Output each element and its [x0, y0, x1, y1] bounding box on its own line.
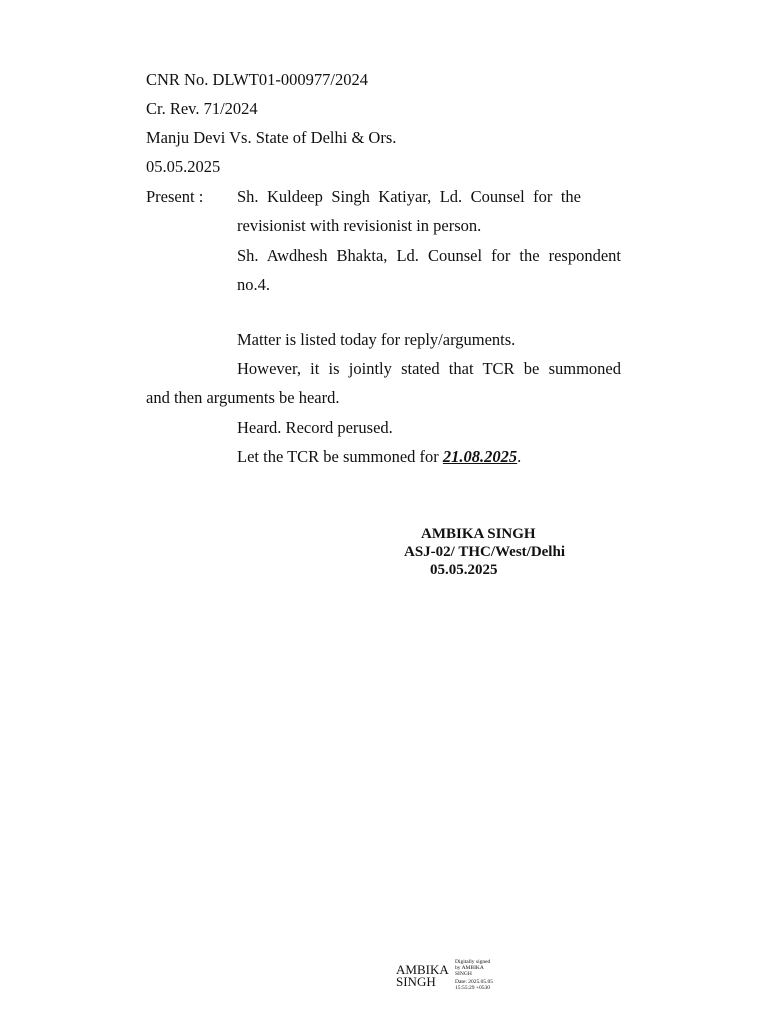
dsig-text-line-1: Digitally signed [455, 959, 491, 965]
jointly-stated-line-2: and then arguments be heard. [146, 388, 340, 407]
dsig-text-line-3: SINGH [455, 971, 472, 977]
next-hearing-date: 21.08.2025 [442, 447, 518, 466]
dsig-text-line-4: Date: 2025.05.05 [455, 979, 494, 985]
heard-text: Heard. Record perused. [237, 418, 393, 437]
tcr-summoned-text [237, 447, 521, 467]
dsig-text-line-5: 15:55:29 +0530 [455, 985, 491, 991]
present-line-3: Sh. Awdhesh Bhakta, Ld. Counsel for the respondent [237, 246, 621, 265]
judge-designation: ASJ-02/ THC/West/Delhi [404, 544, 565, 560]
jointly-stated-line-1: However, it is jointly stated that TCR be summoned [237, 359, 621, 378]
dsig-text-line-2: by AMBIKA [455, 965, 484, 971]
present-line-2: revisionist with revisionist in person. [237, 216, 482, 235]
present-line-1: Sh. Kuldeep Singh Katiyar, Ld. Counsel for the [237, 187, 581, 206]
order-date: 05.05.2025 [146, 157, 221, 176]
tcr-summoned-suffix: . [517, 447, 522, 466]
judge-name: AMBIKA SINGH [421, 526, 536, 542]
case-number: Cr. Rev. 71/2024 [146, 99, 258, 118]
present-line-4: no.4. [237, 275, 270, 294]
present-label: Present : [146, 187, 204, 206]
dsig-name-line-1: AMBIKA [396, 962, 449, 977]
case-parties: Manju Devi Vs. State of Delhi & Ors. [146, 128, 397, 147]
signature-date: 05.05.2025 [430, 562, 498, 578]
tcr-summoned-prefix: Let the TCR be summoned for [237, 447, 443, 466]
cnr-number: CNR No. DLWT01-000977/2024 [146, 70, 368, 89]
matter-listed-text: Matter is listed today for reply/arguments. [237, 330, 516, 349]
dsig-name-line-2: SINGH [396, 974, 436, 989]
